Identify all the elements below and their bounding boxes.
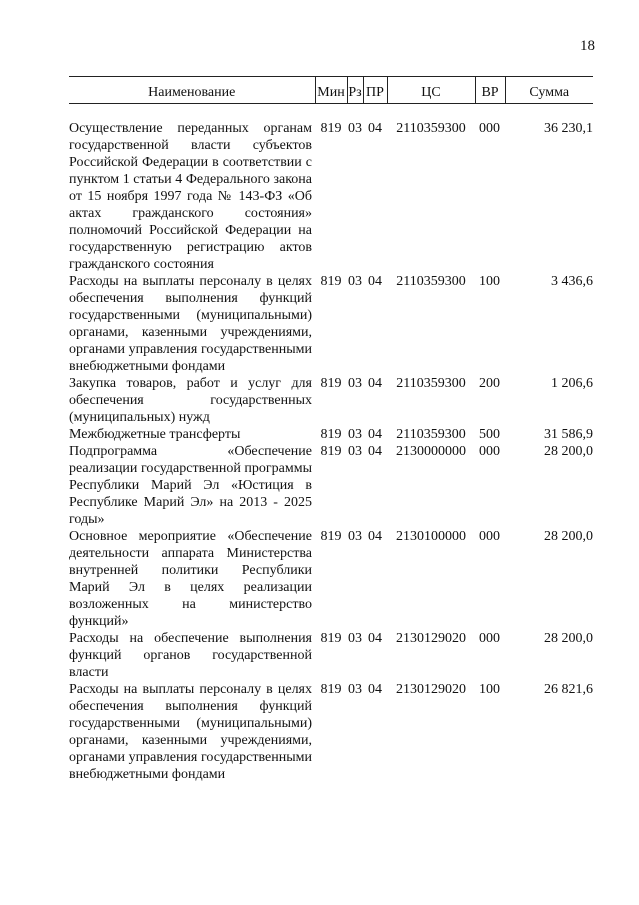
row-pr: 04 — [368, 376, 382, 391]
row-name: Осуществление переданных органам государственной власти субъектов Российской Федерации в соответствии с пунктом 1 статьи 4 Федерального закона от 15 ноября 1997 года № 143-ФЗ «Об актах гражданского состояния» полномочий Российской Федерации на государственную регистрацию актов гражданского состояния — [69, 121, 312, 272]
row-name: Основное мероприятие «Обеспечение деятельности аппарата Министерства внутренней политики Республики Марий Эл в целях реализации возложенных на министерство функций» — [69, 529, 312, 629]
row-cs: 2130000000 — [396, 444, 466, 459]
row-min: 819 — [320, 274, 342, 289]
row-pr: 04 — [368, 274, 382, 289]
row-pr: 04 — [368, 427, 382, 442]
row-sum: 36 230,1 — [544, 121, 593, 136]
row-cs: 2130129020 — [396, 631, 466, 646]
header-cs: ЦС — [387, 77, 475, 104]
row-name: Расходы на обеспечение выполнения функций органов государственной власти — [69, 631, 312, 680]
header-pr: ПР — [363, 77, 387, 104]
table-row — [69, 681, 593, 783]
row-vr: 000 — [479, 121, 500, 136]
table-row — [69, 104, 593, 274]
row-pr: 04 — [368, 121, 382, 136]
row-sum: 28 200,0 — [544, 529, 593, 544]
table-row — [69, 443, 593, 528]
header-rz: Рз — [347, 77, 363, 104]
row-pr: 04 — [368, 529, 382, 544]
row-sum: 31 586,9 — [544, 427, 593, 442]
row-sum: 26 821,6 — [544, 682, 593, 697]
row-sum: 28 200,0 — [544, 444, 593, 459]
row-min: 819 — [320, 631, 342, 646]
header-name: Наименование — [69, 77, 315, 104]
header-vr: ВР — [475, 77, 505, 104]
row-sum: 1 206,6 — [551, 376, 593, 391]
row-rz: 03 — [348, 376, 362, 391]
row-rz: 03 — [348, 682, 362, 697]
row-rz: 03 — [348, 427, 362, 442]
row-vr: 500 — [479, 427, 500, 442]
row-vr: 000 — [479, 631, 500, 646]
row-sum: 28 200,0 — [544, 631, 593, 646]
row-rz: 03 — [348, 274, 362, 289]
row-cs: 2130100000 — [396, 529, 466, 544]
row-cs: 2110359300 — [396, 274, 466, 289]
budget-table — [69, 76, 593, 783]
table-row — [69, 426, 593, 443]
row-min: 819 — [320, 529, 342, 544]
header-sum: Сумма — [505, 77, 593, 104]
row-pr: 04 — [368, 444, 382, 459]
header-min: Мин — [315, 77, 347, 104]
row-sum: 3 436,6 — [551, 274, 593, 289]
table-row — [69, 375, 593, 426]
row-min: 819 — [320, 444, 342, 459]
row-pr: 04 — [368, 682, 382, 697]
row-vr: 000 — [479, 444, 500, 459]
row-min: 819 — [320, 427, 342, 442]
row-name: Расходы на выплаты персоналу в целях обеспечения выполнения функций государственными (муниципальными) органами, казенными учреждениями, органами управления государственными внебюджетными фондами — [69, 274, 312, 374]
row-cs: 2130129020 — [396, 682, 466, 697]
page-number: 18 — [580, 38, 595, 54]
row-min: 819 — [320, 376, 342, 391]
table-row — [69, 630, 593, 681]
row-rz: 03 — [348, 121, 362, 136]
row-vr: 200 — [479, 376, 500, 391]
row-vr: 100 — [479, 274, 500, 289]
table-row — [69, 528, 593, 630]
row-min: 819 — [320, 121, 342, 136]
row-rz: 03 — [348, 631, 362, 646]
row-pr: 04 — [368, 631, 382, 646]
row-cs: 2110359300 — [396, 121, 466, 136]
row-name: Расходы на выплаты персоналу в целях обеспечения выполнения функций государственными (муниципальными) органами, казенными учреждениями, органами управления государственными внебюджетными фондами — [69, 682, 312, 782]
row-vr: 000 — [479, 529, 500, 544]
row-rz: 03 — [348, 529, 362, 544]
row-name: Межбюджетные трансферты — [69, 427, 241, 442]
table-row — [69, 273, 593, 375]
table-header-row — [69, 77, 593, 104]
row-name: Закупка товаров, работ и услуг для обеспечения государственных (муниципальных) нужд — [69, 376, 312, 425]
row-cs: 2110359300 — [396, 427, 466, 442]
row-cs: 2110359300 — [396, 376, 466, 391]
row-rz: 03 — [348, 444, 362, 459]
row-name: Подпрограмма «Обеспечение реализации государственной программы Республики Марий Эл «Юстиция в Республике Марий Эл» на 2013 - 2025 годы» — [69, 444, 312, 527]
row-vr: 100 — [479, 682, 500, 697]
row-min: 819 — [320, 682, 342, 697]
